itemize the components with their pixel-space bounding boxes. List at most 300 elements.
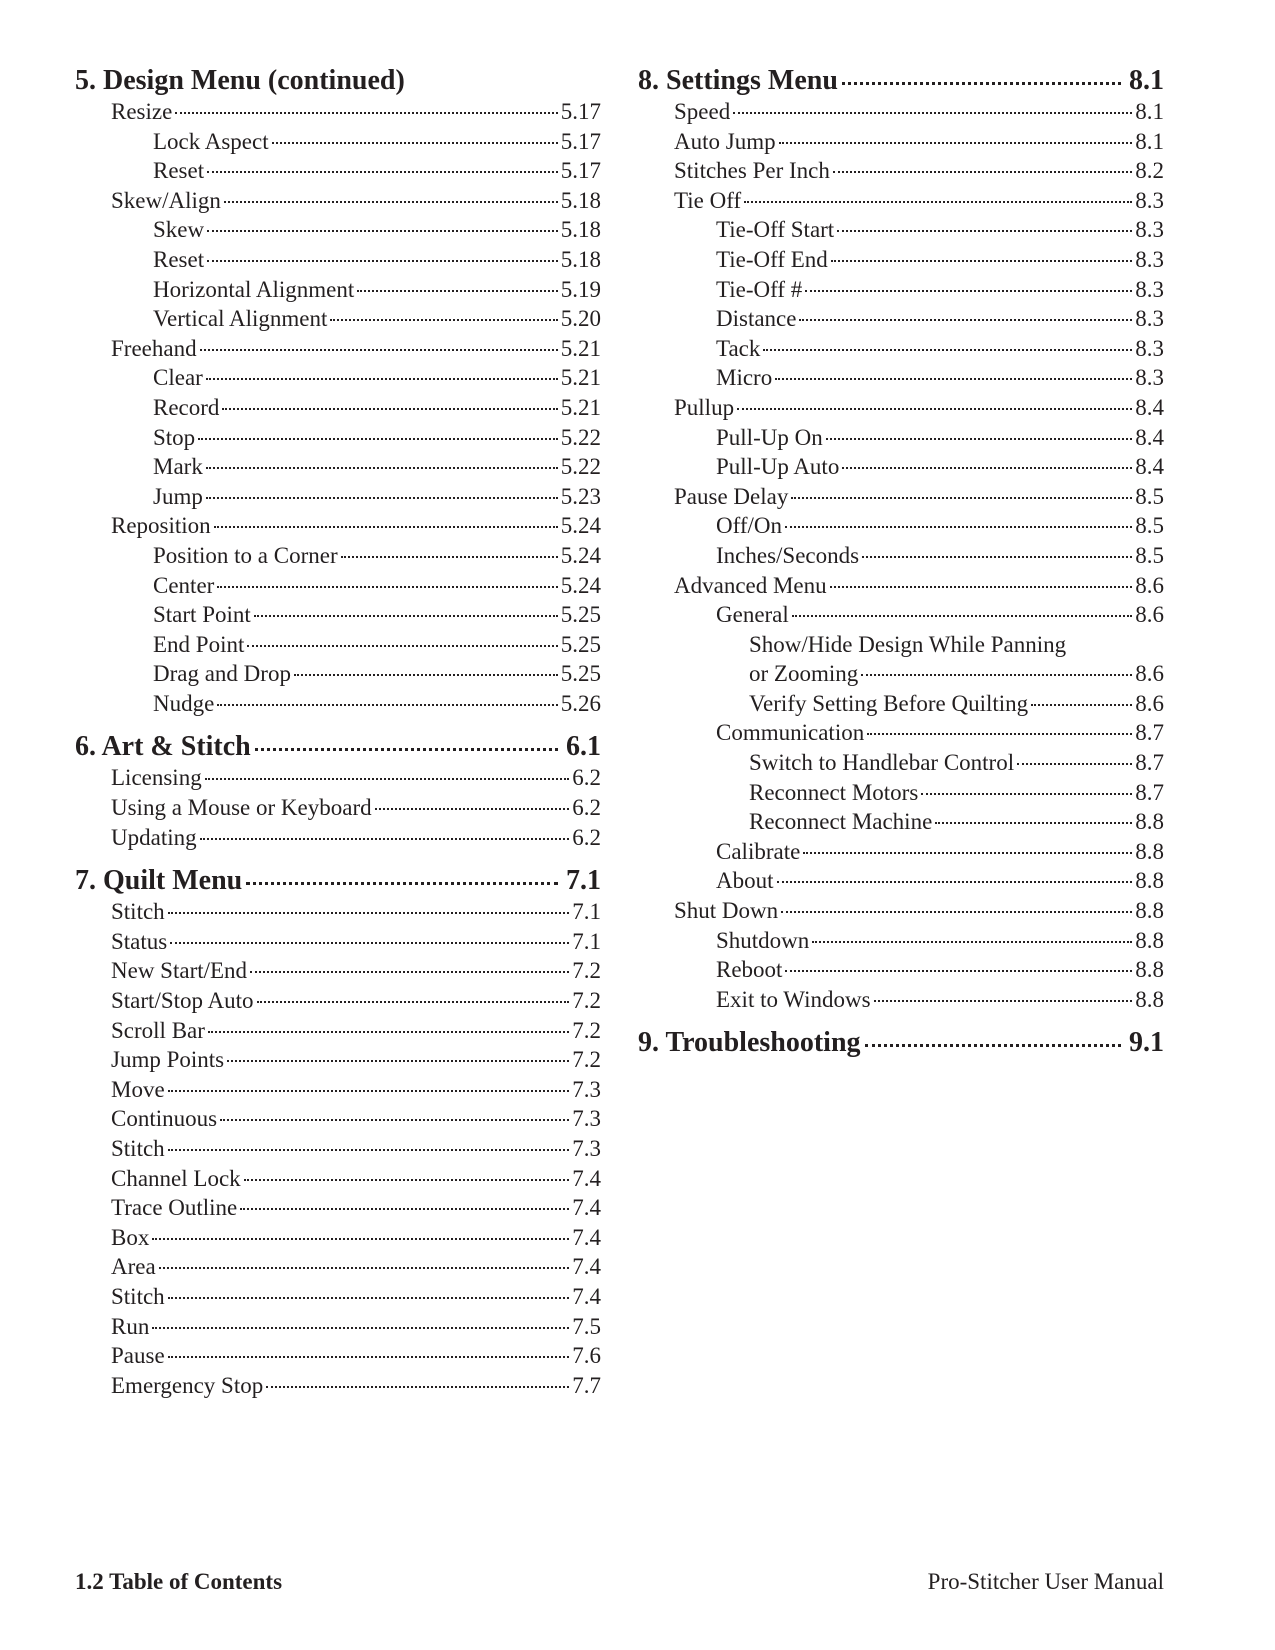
toc-entry-label: Pause Delay bbox=[674, 483, 789, 509]
dot-leader bbox=[207, 230, 558, 232]
toc-entry-page-number: 8.7 bbox=[1135, 750, 1164, 776]
toc-entry-label: Run bbox=[111, 1313, 150, 1339]
toc-entry-page-number: 8.3 bbox=[1135, 217, 1164, 243]
toc-entry bbox=[75, 1193, 601, 1223]
toc-entry-page-number: 7.4 bbox=[572, 1224, 601, 1250]
toc-entry-page-number: 8.3 bbox=[1135, 187, 1164, 213]
toc-entry bbox=[75, 245, 601, 275]
toc-entry bbox=[75, 571, 601, 601]
toc-entry-label: Stitches Per Inch bbox=[674, 158, 830, 184]
toc-entry-page-number: 7.2 bbox=[572, 1047, 601, 1073]
dot-leader bbox=[266, 1386, 569, 1388]
dot-leader bbox=[168, 1297, 570, 1299]
dot-leader bbox=[805, 290, 1132, 292]
dot-leader bbox=[222, 408, 557, 410]
dot-leader bbox=[257, 1001, 570, 1003]
toc-entry-label: Mark bbox=[153, 454, 203, 480]
toc-entry bbox=[75, 541, 601, 571]
toc-entry bbox=[75, 423, 601, 453]
toc-entry-page-number: 7.3 bbox=[572, 1076, 601, 1102]
toc-entry bbox=[638, 571, 1164, 601]
toc-entry-label: Switch to Handlebar Control bbox=[749, 750, 1015, 776]
toc-entry-page-number: 5.18 bbox=[560, 246, 601, 272]
toc-entry-page-number: 7.7 bbox=[572, 1372, 601, 1398]
toc-entry bbox=[75, 1016, 601, 1046]
toc-entry-label: Stitch bbox=[111, 1136, 165, 1161]
toc-entry-label: About bbox=[716, 868, 774, 894]
dot-leader bbox=[170, 942, 569, 944]
toc-entry-page-number: 8.8 bbox=[1135, 986, 1164, 1012]
section-heading-label: 8. Settings Menu bbox=[638, 65, 838, 96]
toc-entry-label: Shut Down bbox=[674, 898, 779, 924]
toc-entry-label: Using a Mouse or Keyboard bbox=[111, 795, 372, 821]
toc-entry bbox=[638, 393, 1164, 423]
dot-leader bbox=[168, 912, 570, 914]
dot-leader bbox=[865, 1044, 1121, 1047]
toc-entry-page-number: 7.4 bbox=[572, 1254, 601, 1280]
toc-entry bbox=[638, 985, 1164, 1015]
toc-entry-page-number: 8.2 bbox=[1135, 158, 1164, 184]
toc-entry-label: Drag and Drop bbox=[153, 661, 291, 687]
toc-entry-label: Calibrate bbox=[716, 838, 801, 864]
toc-entry-label: Skew bbox=[153, 217, 205, 243]
dot-leader bbox=[255, 748, 558, 751]
toc-entry bbox=[638, 334, 1164, 364]
section-heading-label: 9. Troubleshooting bbox=[638, 1027, 861, 1059]
toc-entry-label: Horizontal Alignment bbox=[153, 276, 355, 302]
toc-entry-label: Reset bbox=[153, 246, 205, 272]
toc-entry bbox=[75, 1134, 601, 1164]
dot-leader bbox=[330, 319, 557, 321]
toc-entry bbox=[75, 97, 601, 127]
toc-entry-page-number: 5.24 bbox=[560, 542, 601, 568]
toc-entry-page-number: 5.25 bbox=[560, 661, 601, 687]
toc-entry-page-number: 5.25 bbox=[560, 602, 601, 628]
section-page-number: 9.1 bbox=[1129, 1027, 1164, 1059]
toc-entry-page-number: 8.3 bbox=[1135, 306, 1164, 332]
toc-entry-label: Start/Stop Auto bbox=[111, 988, 254, 1014]
dot-leader bbox=[935, 822, 1132, 824]
dot-leader bbox=[168, 1356, 570, 1358]
dot-leader bbox=[874, 1000, 1133, 1002]
toc-entry bbox=[638, 866, 1164, 896]
dot-leader bbox=[830, 586, 1133, 588]
toc-entry-label: End Point bbox=[153, 631, 245, 657]
dot-leader bbox=[375, 808, 570, 810]
toc-entry bbox=[75, 1075, 601, 1105]
toc-entry bbox=[75, 334, 601, 364]
toc-entry-page-number: 5.24 bbox=[560, 572, 601, 598]
toc-entry bbox=[75, 823, 601, 853]
dot-leader bbox=[272, 142, 558, 144]
toc-entry-page-number: 8.8 bbox=[1135, 957, 1164, 983]
section-heading bbox=[638, 64, 1164, 97]
dot-leader bbox=[791, 497, 1132, 499]
toc-entry-label: Stitch bbox=[111, 899, 165, 925]
toc-entry-page-number: 5.24 bbox=[560, 513, 601, 539]
toc-entry bbox=[638, 215, 1164, 245]
toc-entry bbox=[75, 927, 601, 957]
toc-entry-page-number: 8.5 bbox=[1135, 513, 1164, 539]
dot-leader bbox=[247, 645, 557, 647]
toc-entry bbox=[75, 793, 601, 823]
dot-leader bbox=[803, 852, 1132, 854]
dot-leader bbox=[799, 319, 1132, 321]
dot-leader bbox=[733, 112, 1132, 114]
toc-entry-label: Exit to Windows bbox=[716, 986, 871, 1012]
toc-entry bbox=[75, 630, 601, 660]
dot-leader bbox=[862, 556, 1132, 558]
dot-leader bbox=[779, 142, 1133, 144]
toc-entry-label: Area bbox=[111, 1254, 156, 1280]
toc-entry-label: Licensing bbox=[111, 765, 202, 791]
toc-entry-page-number: 5.22 bbox=[560, 454, 601, 480]
toc-entry bbox=[75, 1164, 601, 1194]
toc-entry-page-number: 8.8 bbox=[1135, 927, 1164, 953]
toc-entry-page-number: 7.2 bbox=[572, 988, 601, 1014]
toc-entry-label: Reconnect Motors bbox=[749, 779, 919, 805]
section-page-number: 8.1 bbox=[1129, 65, 1164, 96]
toc-entry bbox=[75, 1104, 601, 1134]
toc-entry-label: Tie-Off # bbox=[716, 276, 803, 302]
toc-entry bbox=[638, 275, 1164, 305]
dot-leader bbox=[168, 1090, 570, 1092]
toc-entry-page-number: 8.4 bbox=[1135, 454, 1164, 480]
toc-entry bbox=[75, 482, 601, 512]
toc-entry-label: Pull-Up On bbox=[716, 424, 823, 450]
toc-entry-page-number: 7.2 bbox=[572, 958, 601, 984]
section-heading bbox=[638, 1026, 1164, 1059]
dot-leader bbox=[861, 674, 1132, 676]
toc-entry-label: Communication bbox=[716, 720, 865, 746]
dot-leader bbox=[921, 793, 1132, 795]
toc-entry bbox=[75, 186, 601, 216]
toc-entry-page-number: 5.17 bbox=[560, 158, 601, 184]
toc-entry-label: Auto Jump bbox=[674, 128, 776, 154]
toc-entry-label: or Zooming bbox=[749, 661, 859, 687]
toc-entry bbox=[75, 1045, 601, 1075]
toc-entry bbox=[75, 1282, 601, 1312]
toc-entry bbox=[638, 955, 1164, 985]
toc-entry bbox=[75, 1223, 601, 1253]
toc-entry-label: Reboot bbox=[716, 957, 783, 983]
dot-leader bbox=[1017, 763, 1132, 765]
toc-entry bbox=[638, 600, 1164, 630]
toc-entry bbox=[638, 511, 1164, 541]
dot-leader bbox=[744, 201, 1132, 203]
toc-entry-page-number: 5.23 bbox=[560, 483, 601, 509]
toc-entry bbox=[638, 363, 1164, 393]
toc-entry-page-number: 5.18 bbox=[560, 217, 601, 243]
dot-leader bbox=[198, 438, 558, 440]
toc-entry-label: Tie-Off Start bbox=[716, 217, 835, 243]
toc-entry bbox=[638, 689, 1164, 719]
toc-entry-page-number: 8.8 bbox=[1135, 868, 1164, 894]
toc-entry-page-number: 8.8 bbox=[1135, 898, 1164, 924]
toc-entry bbox=[75, 215, 601, 245]
toc-entry bbox=[75, 393, 601, 423]
toc-entry bbox=[638, 186, 1164, 216]
dot-leader bbox=[224, 201, 558, 203]
toc-entry-page-number: 7.2 bbox=[572, 1017, 601, 1043]
toc-entry-label: Reset bbox=[153, 158, 205, 184]
dot-leader bbox=[1031, 704, 1132, 706]
toc-entry-page-number: 5.21 bbox=[560, 394, 601, 420]
toc-entry bbox=[638, 482, 1164, 512]
toc-entry bbox=[75, 1312, 601, 1342]
toc-entry-label: Freehand bbox=[111, 335, 197, 361]
toc-entry-page-number: 5.21 bbox=[560, 365, 601, 391]
dot-leader bbox=[812, 941, 1132, 943]
toc-entry-label: Resize bbox=[111, 99, 173, 124]
toc-entry-page-number: 7.4 bbox=[572, 1283, 601, 1309]
toc-entry-label: Updating bbox=[111, 824, 197, 850]
toc-entry-label: Stitch bbox=[111, 1283, 165, 1309]
toc-entry bbox=[75, 1252, 601, 1282]
toc-left-column bbox=[75, 64, 601, 1412]
toc-entry bbox=[75, 275, 601, 305]
toc-entry-page-number: 6.2 bbox=[572, 795, 601, 821]
toc-entry-page-number: 8.1 bbox=[1135, 128, 1164, 154]
dot-leader bbox=[775, 378, 1132, 380]
toc-entry-page-number: 8.3 bbox=[1135, 365, 1164, 391]
toc-entry-page-number: 8.4 bbox=[1135, 394, 1164, 420]
toc-entry-page-number: 5.18 bbox=[560, 187, 601, 213]
toc-entry bbox=[638, 896, 1164, 926]
toc-entry bbox=[638, 837, 1164, 867]
section-page-number: 7.1 bbox=[566, 865, 601, 897]
toc-entry-label: Lock Aspect bbox=[153, 128, 269, 154]
dot-leader bbox=[341, 556, 558, 558]
toc-entry-page-number: 8.6 bbox=[1135, 690, 1164, 716]
toc-entry bbox=[638, 926, 1164, 956]
dot-leader bbox=[152, 1327, 569, 1329]
dot-leader bbox=[175, 112, 557, 114]
toc-entry-page-number: 6.2 bbox=[572, 765, 601, 791]
dot-leader bbox=[357, 290, 558, 292]
dot-leader bbox=[785, 526, 1132, 528]
dot-leader bbox=[250, 971, 569, 973]
toc-entry-page-number: 8.1 bbox=[1135, 99, 1164, 124]
dot-leader bbox=[220, 1119, 569, 1121]
toc-entry-label: Pull-Up Auto bbox=[716, 454, 840, 480]
toc-entry-page-number: 7.3 bbox=[572, 1136, 601, 1161]
toc-entry-label: Move bbox=[111, 1076, 165, 1102]
toc-entry bbox=[638, 156, 1164, 186]
toc-entry-page-number: 7.1 bbox=[572, 928, 601, 954]
toc-entry-label: Tie-Off End bbox=[716, 246, 828, 272]
dot-leader bbox=[842, 82, 1121, 85]
dot-leader bbox=[200, 838, 570, 840]
dot-leader bbox=[254, 615, 558, 617]
toc-entry-label: Record bbox=[153, 394, 220, 420]
toc-entry bbox=[75, 1341, 601, 1371]
toc-entry bbox=[638, 541, 1164, 571]
toc-entry bbox=[638, 778, 1164, 808]
toc-entry-page-number: 5.22 bbox=[560, 424, 601, 450]
toc-entry bbox=[75, 763, 601, 793]
toc-entry-page-number: 8.5 bbox=[1135, 542, 1164, 568]
toc-entry-page-number: 5.20 bbox=[560, 306, 601, 332]
dot-leader bbox=[763, 349, 1132, 351]
toc-entry-page-number: 5.26 bbox=[560, 690, 601, 716]
toc-entry bbox=[75, 1371, 601, 1401]
dot-leader bbox=[831, 260, 1132, 262]
dot-leader bbox=[152, 1238, 569, 1240]
toc-entry-label: Nudge bbox=[153, 690, 215, 716]
toc-section-8-settings-menu bbox=[638, 64, 1164, 1014]
toc-entry bbox=[638, 127, 1164, 157]
toc-entry-label: Jump bbox=[153, 483, 203, 509]
toc-entry bbox=[75, 600, 601, 630]
toc-entry-label: Vertical Alignment bbox=[153, 306, 328, 332]
dot-leader bbox=[737, 408, 1132, 410]
section-heading-label: 5. Design Menu (continued) bbox=[75, 65, 405, 96]
dot-leader bbox=[246, 882, 558, 885]
toc-entry-label: Shutdown bbox=[716, 927, 810, 953]
dot-leader bbox=[206, 497, 558, 499]
dot-leader bbox=[826, 438, 1133, 440]
dot-leader bbox=[781, 911, 1132, 913]
toc-entry-label: Emergency Stop bbox=[111, 1372, 264, 1398]
dot-leader bbox=[792, 615, 1132, 617]
dot-leader bbox=[206, 467, 558, 469]
footer-manual-title: Pro-Stitcher User Manual bbox=[927, 1569, 1164, 1594]
toc-entry-label: Scroll Bar bbox=[111, 1017, 205, 1043]
toc-entry-page-number: 7.4 bbox=[572, 1195, 601, 1221]
toc-entry bbox=[75, 304, 601, 334]
toc-entry bbox=[75, 511, 601, 541]
dot-leader bbox=[244, 1179, 570, 1181]
toc-entry bbox=[75, 689, 601, 719]
toc-entry-label: Pause bbox=[111, 1343, 165, 1369]
toc-entry-label: Skew/Align bbox=[111, 187, 221, 213]
toc-entry bbox=[75, 452, 601, 482]
toc-entry-label: Off/On bbox=[716, 513, 783, 539]
section-heading bbox=[75, 730, 601, 763]
section-heading-label: 7. Quilt Menu bbox=[75, 865, 243, 897]
toc-entry-page-number: 8.5 bbox=[1135, 483, 1164, 509]
toc-entry-label: Speed bbox=[674, 99, 731, 124]
toc-entry-page-number: 8.7 bbox=[1135, 779, 1164, 805]
dot-leader bbox=[159, 1267, 570, 1269]
toc-entry-label: Clear bbox=[153, 365, 203, 391]
toc-entry-page-number: 8.3 bbox=[1135, 246, 1164, 272]
dot-leader bbox=[208, 1031, 569, 1033]
dot-leader bbox=[214, 526, 558, 528]
toc-entry-label: Box bbox=[111, 1224, 150, 1250]
toc-entry bbox=[638, 423, 1164, 453]
toc-entry-label: Tack bbox=[716, 335, 761, 361]
toc-entry-page-number: 5.17 bbox=[560, 128, 601, 154]
toc-entry-page-number: 8.6 bbox=[1135, 572, 1164, 598]
toc-entry-page-number: 8.4 bbox=[1135, 424, 1164, 450]
dot-leader bbox=[217, 586, 557, 588]
toc-entry bbox=[638, 245, 1164, 275]
toc-entry-page-number: 7.1 bbox=[572, 899, 601, 925]
toc-entry-page-number: 7.3 bbox=[572, 1106, 601, 1132]
dot-leader bbox=[200, 349, 558, 351]
toc-entry-label: Verify Setting Before Quilting bbox=[749, 690, 1029, 716]
toc-entry-label: Tie Off bbox=[674, 187, 742, 213]
dot-leader bbox=[207, 171, 558, 173]
toc-entry-page-number: 8.6 bbox=[1135, 602, 1164, 628]
toc-entry bbox=[638, 304, 1164, 334]
toc-entry-label: New Start/End bbox=[111, 958, 248, 984]
toc-entry-page-number: 5.25 bbox=[560, 631, 601, 657]
toc-entry-page-number: 6.2 bbox=[572, 824, 601, 850]
dot-leader bbox=[842, 467, 1132, 469]
toc-entry-page-number: 7.4 bbox=[572, 1165, 601, 1191]
toc-entry bbox=[75, 956, 601, 986]
toc-entry bbox=[638, 748, 1164, 778]
toc-entry-label: Inches/Seconds bbox=[716, 542, 860, 568]
toc-entry-label: Stop bbox=[153, 424, 196, 450]
toc-entry bbox=[75, 897, 601, 927]
toc-entry-label: Continuous bbox=[111, 1106, 218, 1132]
toc-section-5-design-menu-continued bbox=[75, 64, 601, 718]
toc-entry bbox=[75, 156, 601, 186]
toc-entry-label: Start Point bbox=[153, 602, 251, 628]
toc-entry bbox=[638, 97, 1164, 127]
toc-entry-label: Center bbox=[153, 572, 215, 598]
toc-entry-page-number: 5.21 bbox=[560, 335, 601, 361]
toc-entry bbox=[75, 363, 601, 393]
toc-entry-page-number: 5.19 bbox=[560, 276, 601, 302]
dot-leader bbox=[785, 970, 1132, 972]
toc-right-column bbox=[638, 64, 1164, 1071]
section-heading bbox=[75, 864, 601, 897]
toc-entry bbox=[75, 127, 601, 157]
dot-leader bbox=[777, 881, 1133, 883]
dot-leader bbox=[206, 378, 558, 380]
toc-entry-label: General bbox=[716, 602, 789, 628]
toc-entry-label: Reconnect Machine bbox=[749, 809, 933, 835]
dot-leader bbox=[833, 171, 1132, 173]
toc-entry-page-number: 8.8 bbox=[1135, 809, 1164, 835]
toc-entry bbox=[638, 630, 1164, 660]
dot-leader bbox=[168, 1149, 570, 1151]
section-heading-label: 6. Art & Stitch bbox=[75, 731, 251, 763]
toc-entry bbox=[638, 807, 1164, 837]
dot-leader bbox=[207, 260, 558, 262]
toc-entry-page-number: 8.6 bbox=[1135, 661, 1164, 687]
toc-entry-page-number: 7.5 bbox=[572, 1313, 601, 1339]
toc-entry-label: Micro bbox=[716, 365, 773, 391]
toc-entry-page-number: 8.3 bbox=[1135, 335, 1164, 361]
dot-leader bbox=[837, 230, 1132, 232]
dot-leader bbox=[240, 1208, 569, 1210]
toc-entry-label: Trace Outline bbox=[111, 1195, 238, 1221]
toc-entry bbox=[75, 659, 601, 689]
section-page-number: 6.1 bbox=[566, 731, 601, 763]
toc-section-7-quilt-menu bbox=[75, 864, 601, 1400]
toc-entry bbox=[638, 718, 1164, 748]
toc-entry-label: Jump Points bbox=[111, 1047, 225, 1073]
toc-entry-label: Channel Lock bbox=[111, 1165, 241, 1191]
section-heading bbox=[75, 64, 601, 97]
toc-entry-page-number: 7.6 bbox=[572, 1343, 601, 1369]
dot-leader bbox=[217, 704, 557, 706]
toc-entry-label: Distance bbox=[716, 306, 797, 332]
toc-entry-page-number: 8.7 bbox=[1135, 720, 1164, 746]
dot-leader bbox=[294, 674, 558, 676]
toc-entry-page-number: 8.3 bbox=[1135, 276, 1164, 302]
toc-entry-page-number: 5.17 bbox=[560, 99, 601, 124]
toc-entry-label: Reposition bbox=[111, 513, 211, 539]
toc-entry-label: Pullup bbox=[674, 394, 735, 420]
toc-entry-label: Advanced Menu bbox=[674, 572, 827, 598]
